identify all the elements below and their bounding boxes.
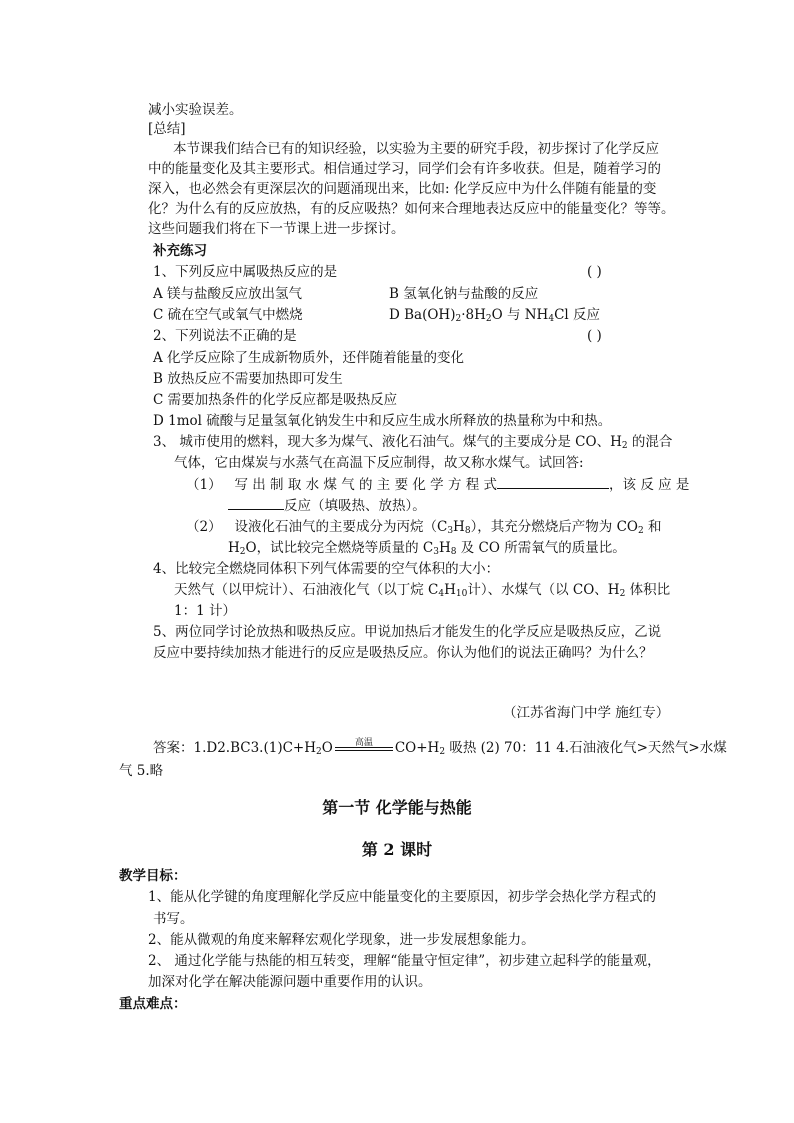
q3-sub1: （1） 写 出 制 取 水 煤 气 的 主 要 化 学 方 程 式 ，该 反 应 是 — [186, 477, 690, 493]
q1-option-d: D $Ba(OH)_2\cdot 8H_2O$ 与 $NH_4Cl$ 反应 — [389, 307, 601, 324]
q3-sub2-line2: $H_2O$，试比较完全燃烧等质量的 $C_3H_8$ 及 CO 所需氧气的质量比。 — [228, 540, 626, 557]
summary-line: 这些问题我们将在下一节课上进一步探讨。 — [148, 221, 405, 237]
goal-item: 2、能从微观的角度来解释宏观化学现象，进一步发展想象能力。 — [148, 932, 535, 948]
exercise-title: 补充练习 — [153, 243, 207, 259]
q4-line2: 天然气（以甲烷计）、石油液化气（以丁烷 $C_4H_{10}$计）、水煤气（以 CO、$H_2$ 体积比 — [174, 582, 671, 599]
q1-option-a: A 镁与盐酸反应放出氢气 — [153, 286, 303, 302]
q2-stem: 2、下列说法不正确的是 — [153, 328, 297, 344]
q1-stem: 1、下列反应中属吸热反应的是 — [153, 264, 338, 280]
q3-line1: 3、 城市使用的燃料，现大多为煤气、液化石油气。煤气的主要成分是 CO、$H_2$ 的混合 — [153, 434, 673, 451]
source-credit: （江苏省海门中学 施红专） — [503, 705, 670, 721]
q2-option-a: A 化学反应除了生成新物质外，还伴随着能量的变化 — [153, 350, 465, 366]
goal-item: 1、能从化学键的角度理解化学反应中能量变化的主要原因，初步学会热化学方程式的 — [148, 889, 657, 905]
q3-line2: 气体，它由煤炭与水蒸气在高温下反应制得，故又称水煤气。试回答: — [174, 455, 584, 471]
answer-blank — [497, 476, 609, 489]
q3-sub1-line2: 反应（填吸热、放热）。 — [228, 497, 426, 515]
summary-line: 本节课我们结合已有的知识经验，以实验为主要的研究手段，初步探讨了化学反应 — [173, 141, 659, 157]
goals-label: 教学目标： — [119, 868, 187, 884]
q4-line1: 4、比较完全燃烧同体积下列气体需要的空气体积的大小： — [153, 561, 500, 577]
goal-item: 2、 通过化学能与热能的相互转变，理解“能量守恒定律”，初步建立起科学的能量观， — [148, 953, 661, 969]
goal-item-cont: 加深对化学在解决能源问题中重要作用的认识。 — [148, 974, 432, 990]
q1-option-c: C 硫在空气或氧气中燃烧 — [153, 307, 303, 323]
key-points-label: 重点难点： — [119, 996, 187, 1012]
answer-line: 答案：$1.D2.BC3.(1)C+H_2O$ 高温 $CO+H_2$ 吸热 (2) 70：11 4.石油液化气>天然气>水煤 — [153, 738, 727, 757]
q2-option-c: C 需要加热条件的化学反应都是吸热反应 — [153, 392, 398, 408]
section-title: 第一节 化学能与热能 — [322, 798, 472, 817]
reaction-arrow: 高温 — [335, 738, 393, 756]
summary-line: 化？为什么有的反应放热，有的反应吸热？如何来合理地表达反应中的能量变化？等等。 — [148, 201, 675, 217]
q2-option-b: B 放热反应不需要加热即可发生 — [153, 371, 343, 387]
answer-line2: 气 5.略 — [119, 763, 164, 779]
q1-answer-paren: ( ) — [587, 264, 602, 280]
summary-label: [总结] — [148, 121, 186, 137]
q3-sub2: （2） 设液化石油气的主要成分为丙烷$(C_3H_8)$，其充分燃烧后产物为 $CO_2$ 和 — [186, 519, 662, 536]
answer-blank — [228, 497, 284, 510]
q1-option-b: B 氢氧化钠与盐酸的反应 — [389, 286, 539, 302]
q5-line1: 5、两位同学讨论放热和吸热反应。甲说加热后才能发生的化学反应是吸热反应，乙说 — [153, 624, 662, 640]
q4-line3: 1：1 计） — [174, 603, 236, 619]
q5-line2: 反应中要持续加热才能进行的反应是吸热反应。你认为他们的说法正确吗？为什么？ — [153, 645, 653, 661]
summary-line: 深入，也必然会有更深层次的问题涌现出来，比如: 化学反应中为什么伴随有能量的变 — [148, 181, 657, 197]
q2-answer-paren: ( ) — [587, 328, 602, 344]
intro-line: 减小实验误差。 — [148, 102, 243, 118]
goal-item-cont: 书写。 — [153, 911, 194, 927]
summary-line: 中的能量变化及其主要形式。相信通过学习，同学们会有许多收获。但是，随着学习的 — [148, 161, 661, 177]
lesson-title: 第 2 课时 — [361, 840, 433, 859]
q2-option-d: D 1mol 硫酸与足量氢氧化钠发生中和反应生成水所释放的热量称为中和热。 — [153, 413, 612, 429]
